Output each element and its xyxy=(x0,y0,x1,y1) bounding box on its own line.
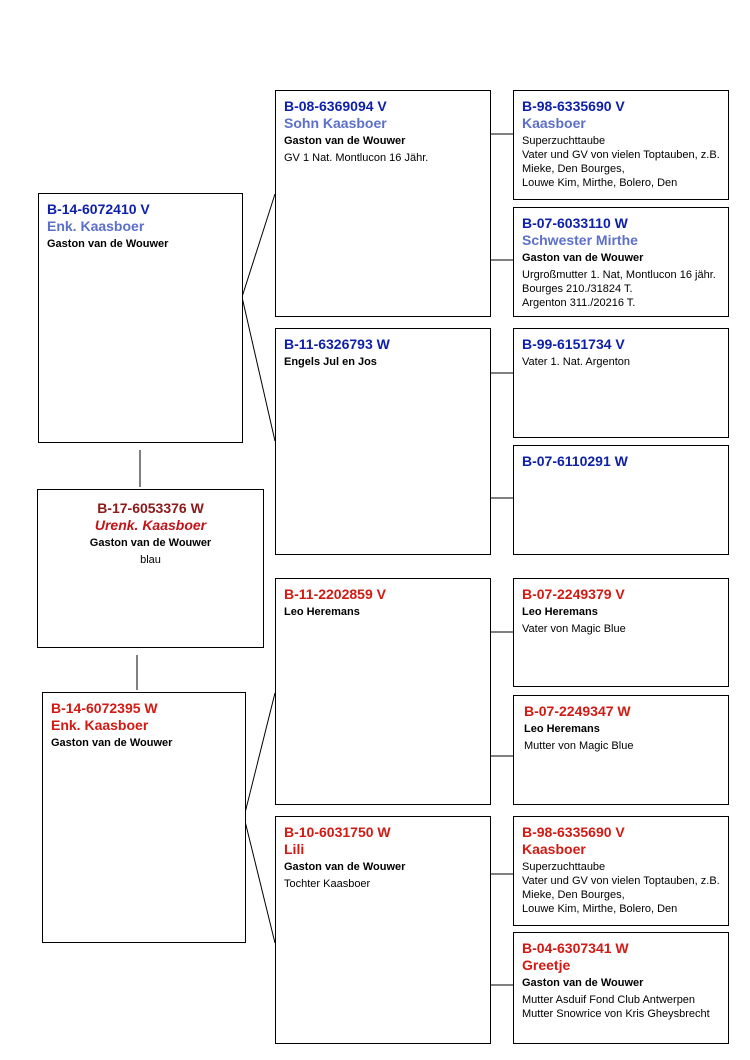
owner: Gaston van de Wouwer xyxy=(522,252,644,264)
ring-number: B-98-6335690 V xyxy=(522,824,625,840)
pigeon-name: Enk. Kaasboer xyxy=(47,218,145,234)
ring-number: B-07-2249379 V xyxy=(522,586,625,602)
ring-number: B-99-6151734 V xyxy=(522,336,625,352)
notes: GV 1 Nat. Montlucon 16 Jähr. xyxy=(284,152,429,164)
ring-number: B-07-6033110 W xyxy=(522,215,628,231)
ring-number: B-98-6335690 V xyxy=(522,98,625,114)
owner: Gaston van de Wouwer xyxy=(284,861,406,873)
maternal-grandfather-card xyxy=(275,578,491,805)
great-grandparent-card-1 xyxy=(513,90,729,200)
great-grandparent-card-5 xyxy=(513,578,729,687)
notes: Mutter Asduif Fond Club Antwerpen Mutter Snowrice von Kris Gheysbrecht xyxy=(522,994,710,1020)
owner: Gaston van de Wouwer xyxy=(47,238,169,250)
great-grandparent-card-2 xyxy=(513,207,729,317)
great-grandparent-card-3 xyxy=(513,328,729,438)
ring-number: B-11-2202859 V xyxy=(284,586,386,602)
great-grandparent-card-4 xyxy=(513,445,729,555)
ring-number: B-08-6369094 V xyxy=(284,98,387,114)
pigeon-name: Kaasboer xyxy=(522,115,586,131)
pigeon-name: Greetje xyxy=(522,957,571,973)
notes: Urgroßmutter 1. Nat, Montlucon 16 jähr. Bourges 210./31824 T. Argenton 311./20216 T. xyxy=(522,269,716,309)
notes: Vater 1. Nat. Argenton xyxy=(522,356,631,368)
owner: Gaston van de Wouwer xyxy=(284,135,406,147)
ring-number: B-17-6053376 W xyxy=(97,500,204,516)
owner: Engels Jul en Jos xyxy=(284,356,377,368)
owner: Gaston van de Wouwer xyxy=(89,537,212,549)
pigeon-name: Sohn Kaasboer xyxy=(284,115,387,131)
notes: Tochter Kaasboer xyxy=(284,878,371,890)
paternal-grandfather-card xyxy=(275,90,491,317)
owner: Leo Heremans xyxy=(524,723,600,735)
maternal-grandmother-card xyxy=(275,816,491,1044)
owner: Gaston van de Wouwer xyxy=(522,977,644,989)
ring-number: B-11-6326793 W xyxy=(284,336,390,352)
great-grandparent-card-6 xyxy=(513,695,729,805)
paternal-grandmother-card xyxy=(275,328,491,555)
great-grandparent-card-7 xyxy=(513,816,729,926)
notes: Vater von Magic Blue xyxy=(522,623,626,635)
ring-number: B-14-6072410 V xyxy=(47,201,150,217)
notes: Superzuchttaube Vater und GV von vielen Toptauben, z.B. Mieke, Den Bourges, Louwe Kim, Mirthe, Bolero, Den xyxy=(522,861,720,915)
pigeon-name: Enk. Kaasboer xyxy=(51,717,149,733)
notes: Mutter von Magic Blue xyxy=(524,740,634,752)
notes: Superzuchttaube Vater und GV von vielen Toptauben, z.B. Mieke, Den Bourges, Louwe Kim, Mirthe, Bolero, Den xyxy=(522,135,720,189)
ring-number: B-14-6072395 W xyxy=(51,700,158,716)
owner: Leo Heremans xyxy=(522,606,598,618)
ring-number: B-07-6110291 W xyxy=(522,453,628,469)
father-card xyxy=(38,193,243,443)
mother-card xyxy=(42,692,246,943)
notes: blau xyxy=(140,554,161,566)
owner: Gaston van de Wouwer xyxy=(51,737,173,749)
owner: Leo Heremans xyxy=(284,606,360,618)
ring-number: B-10-6031750 W xyxy=(284,824,391,840)
pigeon-name: Urenk. Kaasboer xyxy=(94,517,207,533)
ring-number: B-07-2249347 W xyxy=(524,703,631,719)
pigeon-name: Kaasboer xyxy=(522,841,586,857)
pigeon-name: Lili xyxy=(284,841,305,857)
ring-number: B-04-6307341 W xyxy=(522,940,629,956)
subject-card xyxy=(37,489,264,648)
pigeon-name: Schwester Mirthe xyxy=(522,232,638,248)
great-grandparent-card-8 xyxy=(513,932,729,1044)
